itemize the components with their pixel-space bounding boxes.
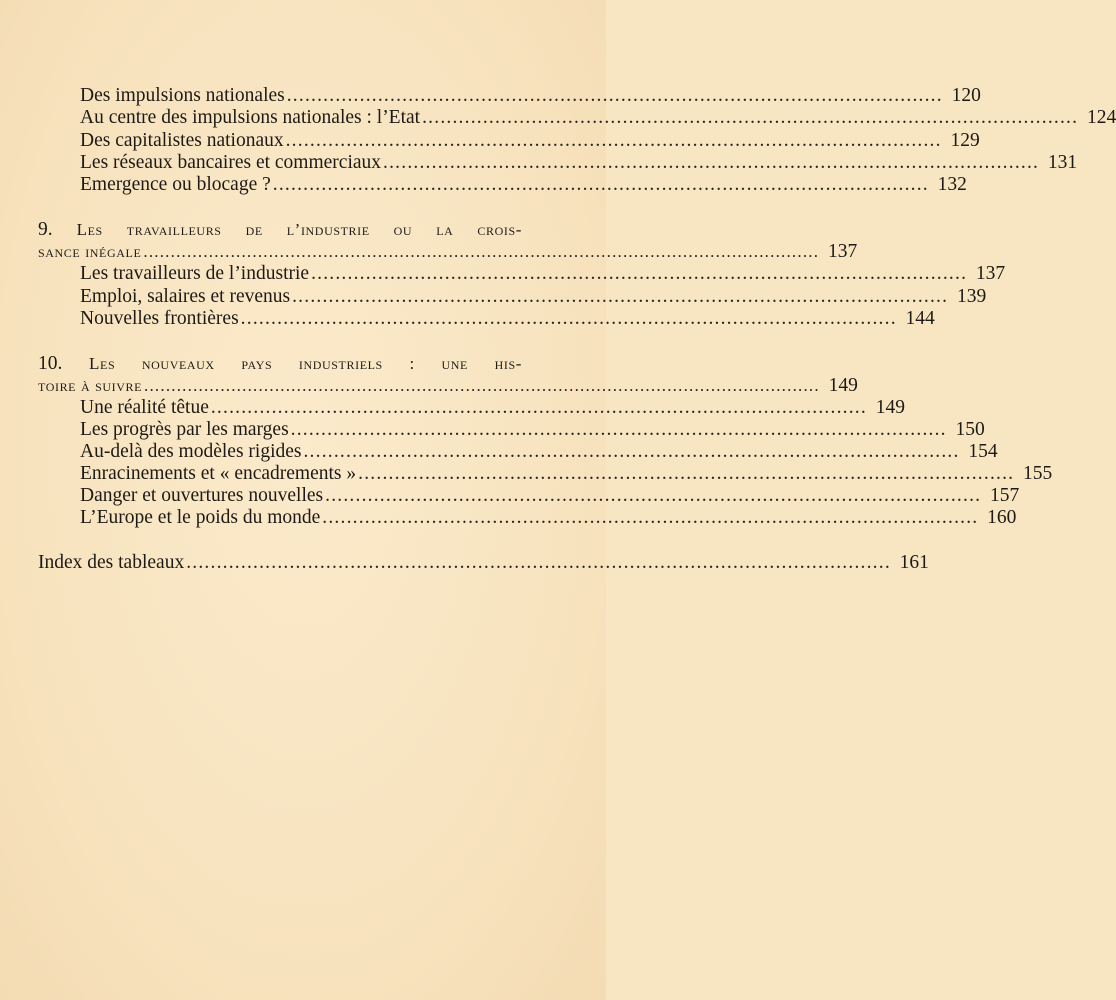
toc-entry [80,286,987,308]
chapter-title-line2: sance inégale [38,242,142,261]
chapter-heading-entry [38,241,858,263]
leader-dots: ............................................................................................................................ [143,242,820,261]
chapter-title-line1: Les travailleurs de l’industrie ou la crois- [76,220,522,239]
chapter-heading-line [38,219,522,241]
toc-entry-title: L’Europe et le poids du monde [80,507,321,528]
chapter-title-line2: toire à suivre [38,376,143,395]
toc-entry-page: 154 [968,441,998,462]
toc-entry-title: Index des tableaux [38,552,185,573]
leader-dots: ............................................................................................................ [286,85,943,106]
toc-entry-title: Nouvelles frontières [80,308,239,329]
toc-entry-title: Au centre des impulsions nationales : l’Etat [80,107,421,128]
toc-entry [80,174,967,196]
toc-entry-page: 157 [989,485,1020,506]
toc-entry-title: Les progrès par les marges [80,419,289,440]
toc-entry-page: 139 [956,286,987,307]
toc-entry [80,507,1017,529]
chapter-title-line1: Les nouveaux pays industriels : une his- [89,354,522,373]
toc-entry [80,463,1053,485]
toc-entry-page: 155 [1023,463,1053,484]
toc-entry-page: 150 [955,419,985,440]
toc-entry-title: Emergence ou blocage ? [80,174,271,195]
toc-entry-title: Danger et ouvertures nouvelles [80,485,324,506]
leader-dots: .................................................................................................................... [186,552,891,573]
toc-entry [80,441,998,463]
leader-dots: ............................................................................................................ [325,485,982,506]
toc-entry-page: 160 [987,507,1017,528]
leader-dots: ............................................................................................................ [303,441,960,462]
toc-entry [80,419,985,441]
toc-entry-page: 131 [1047,152,1078,173]
toc-entry [80,397,905,419]
toc-entry [80,485,1020,507]
leader-dots: ............................................................................................................ [311,263,968,284]
toc-entry [80,263,1006,285]
toc-entry-page: 161 [899,552,929,573]
chapter-number: 9. [38,219,53,240]
leader-dots: ............................................................................................................ [210,397,867,418]
toc-entry-page: 144 [905,308,935,329]
leader-dots: ............................................................................................................ [322,507,979,528]
toc-entry-title: Emploi, salaires et revenus [80,286,291,307]
toc-entry [80,107,1116,129]
toc-entry [80,152,1078,174]
leader-dots: ............................................................................................................ [272,174,929,195]
toc-entry [80,85,981,107]
chapter-heading-entry [38,375,858,397]
toc-entry-title: Des capitalistes nationaux [80,130,284,151]
leader-dots: ............................................................................................................ [290,419,947,440]
toc-entry [80,130,980,152]
leader-dots: ............................................................................................................ [292,286,949,307]
toc-entry-title: Une réalité têtue [80,397,209,418]
chapter-number: 10. [38,353,63,374]
toc-entry-page: 137 [975,263,1006,284]
toc-entry-title: Au-delà des modèles rigides [80,441,302,462]
chapter-page: 149 [828,375,858,396]
leader-dots: ............................................................................................................ [383,152,1040,173]
toc-entry-page: 149 [875,397,905,418]
toc-entry-title: Les travailleurs de l’industrie [80,263,310,284]
toc-entry-page: 120 [951,85,981,106]
toc-entry-index [38,552,929,574]
leader-dots: ............................................................................................................ [422,107,1079,128]
toc-entry-page: 124 [1086,107,1116,128]
leader-dots: ............................................................................................................ [240,308,897,329]
toc-entry [80,308,935,330]
chapter-page: 137 [827,241,858,262]
leader-dots: ............................................................................................................................ [144,376,820,395]
chapter-heading-line [38,353,522,375]
toc-entry-title: Les réseaux bancaires et commerciaux [80,152,382,173]
leader-dots: ............................................................................................................ [358,463,1015,484]
toc-entry-title: Enracinements et « encadrements » [80,463,357,484]
leader-dots: ............................................................................................................ [285,130,942,151]
toc-entry-page: 132 [937,174,967,195]
toc-entry-title: Des impulsions nationales [80,85,285,106]
toc-entry-page: 129 [950,130,980,151]
